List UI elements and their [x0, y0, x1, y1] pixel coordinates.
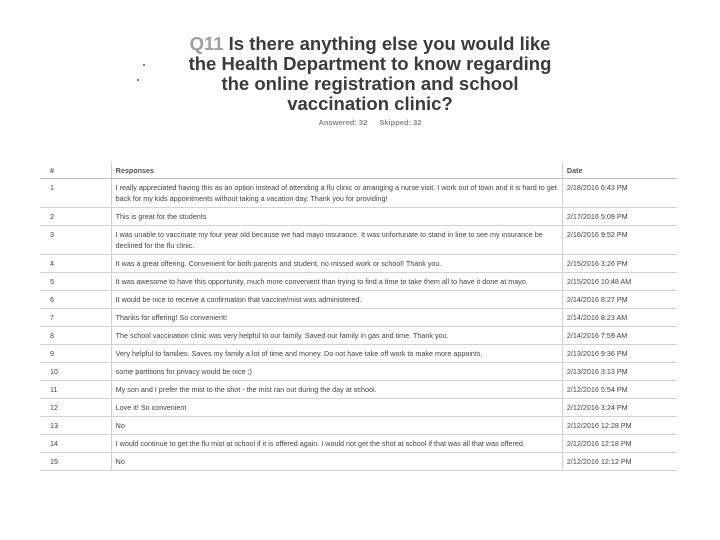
row-number: 2 [40, 208, 111, 226]
row-date: 2/12/2016 12:28 PM [562, 417, 677, 435]
row-number: 13 [40, 417, 111, 435]
answered-count: Answered: 32 [318, 118, 368, 127]
row-date: 2/15/2016 3:26 PM [562, 255, 677, 273]
row-response: My son and I prefer the mist to the shot - the mist ran out during the day at school. [111, 381, 562, 399]
table-row [40, 273, 677, 291]
question-text-line: the online registration and school [221, 73, 519, 94]
row-date: 2/14/2016 8:23 AM [562, 309, 677, 327]
row-date: 2/12/2016 12:18 PM [562, 435, 677, 453]
table-row [40, 363, 677, 381]
decorative-dot [143, 64, 145, 66]
row-response: some partitions for privacy would be nice ;) [111, 363, 562, 381]
table-row [40, 309, 677, 327]
row-number: 12 [40, 399, 111, 417]
row-response: Very helpful to families. Saves my family a lot of time and money. Do not have take off work to make more appoints. [111, 345, 562, 363]
table-row [40, 399, 677, 417]
table-row [40, 226, 677, 255]
row-number: 5 [40, 273, 111, 291]
row-number: 7 [40, 309, 111, 327]
response-stats [150, 118, 590, 127]
row-number: 15 [40, 453, 111, 471]
row-date: 2/17/2016 5:09 PM [562, 208, 677, 226]
table-row [40, 179, 677, 208]
row-number: 11 [40, 381, 111, 399]
header-responses: Responses [111, 162, 562, 179]
row-date: 2/13/2016 9:36 PM [562, 345, 677, 363]
row-response: No [111, 417, 562, 435]
row-number: 14 [40, 435, 111, 453]
row-response: It would be nice to receive a confirmation that vaccine/mist was administered. [111, 291, 562, 309]
question-text-line: the Health Department to know regarding [188, 53, 552, 74]
row-date: 2/12/2016 5:54 PM [562, 381, 677, 399]
question-text-line: vaccination clinic? [287, 93, 453, 114]
row-date: 2/18/2016 6:43 PM [562, 179, 677, 208]
row-response: I was unable to vaccinate my four year old because we had mayo insurance. It was unfortunate to stand in line to see my insurance be declined for the flu clinic. [111, 226, 562, 255]
row-date: 2/14/2016 8:27 PM [562, 291, 677, 309]
header-number: # [40, 162, 111, 179]
row-number: 6 [40, 291, 111, 309]
table-row [40, 327, 677, 345]
table-row [40, 435, 677, 453]
table-row [40, 208, 677, 226]
table-row [40, 453, 677, 471]
table-row [40, 417, 677, 435]
row-date: 2/12/2016 3:24 PM [562, 399, 677, 417]
row-response: No [111, 453, 562, 471]
row-number: 4 [40, 255, 111, 273]
row-date: 2/14/2016 7:59 AM [562, 327, 677, 345]
responses-table [40, 162, 677, 471]
row-response: I really appreciated having this as an option instead of attending a flu clinic or arranging a nurse visit. I work out of town and it is hard to get back for my kids appointments without taking a vacation day. Thank you for providing! [111, 179, 562, 208]
row-response: This is great for the students [111, 208, 562, 226]
row-response: Love it! So convenient [111, 399, 562, 417]
table-row [40, 345, 677, 363]
row-response: The school vaccination clinic was very helpful to our family. Saved our family in gas and time. Thank you. [111, 327, 562, 345]
table-header-row [40, 162, 677, 179]
row-date: 2/16/2016 9:52 PM [562, 226, 677, 255]
question-number: Q11 [189, 33, 224, 54]
row-date: 2/12/2016 12:12 PM [562, 453, 677, 471]
header-date: Date [562, 162, 677, 179]
row-number: 8 [40, 327, 111, 345]
row-date: 2/13/2016 3:13 PM [562, 363, 677, 381]
row-response: It was a great offering. Convenient for both parents and student, no missed work or school! Thank you. [111, 255, 562, 273]
row-date: 2/15/2016 10:48 AM [562, 273, 677, 291]
row-response: I would continue to get the flu mist at school if it is offered again. I would not get the shot at school if that was all that was offered. [111, 435, 562, 453]
question-text-line: Is there anything else you would like [228, 33, 551, 54]
skipped-count: Skipped: 32 [379, 118, 422, 127]
table-row [40, 291, 677, 309]
row-response: Thanks for offering! So convenient! [111, 309, 562, 327]
row-number: 1 [40, 179, 111, 208]
decorative-dot [137, 79, 139, 81]
row-response: It was awesome to have this opportunity, much more convenient than trying to find a time to take them all to have it done at mayo. [111, 273, 562, 291]
question-title [150, 34, 590, 114]
table-row [40, 255, 677, 273]
row-number: 10 [40, 363, 111, 381]
table-row [40, 381, 677, 399]
row-number: 9 [40, 345, 111, 363]
row-number: 3 [40, 226, 111, 255]
